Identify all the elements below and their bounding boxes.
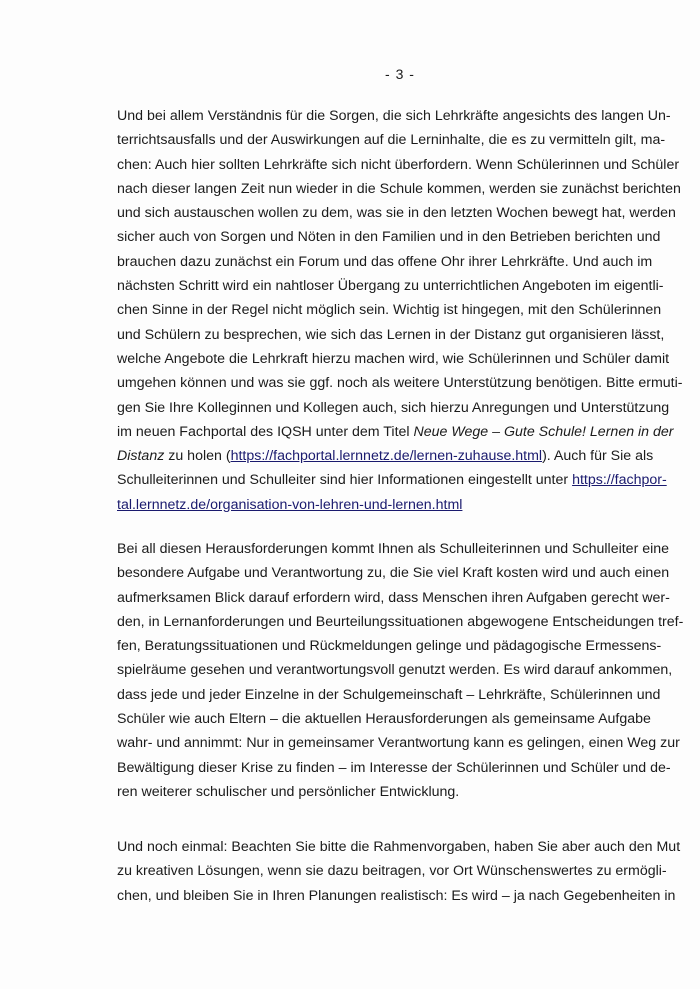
text-segment: zu holen ( — [164, 448, 231, 465]
text-line: besondere Aufgabe und Verantwortung zu, die Sie viel Kraft kosten wird und auch einen — [117, 565, 670, 582]
text-line: fen, Beratungssituationen und Rückmeldungen gelinge und pädagogische Ermessens- — [117, 638, 662, 655]
text-segment: Schulleiterinnen und Schulleiter sind hier Informationen eingestellt unter — [117, 472, 573, 489]
text-line — [117, 468, 667, 492]
text-line: dass jede und jeder Einzelne in der Schulgemeinschaft – Lehrkräfte, Schülerinnen und — [117, 686, 661, 703]
text-line: terrichtsausfalls und der Auswirkungen auf die Lerninhalte, die es zu vermitteln gilt, ma- — [117, 132, 666, 149]
text-line: chen: Auch hier sollten Lehrkräfte sich nicht überfordern. Wenn Schülerinnen und Schüler — [117, 156, 680, 173]
text-line: welche Angebote die Lehrkraft hierzu machen wird, wie Schülerinnen und Schüler damit — [117, 350, 670, 367]
text-line: chen Sinne in der Regel nicht möglich sein. Wichtig ist hingegen, mit den Schülerinnen — [117, 302, 662, 319]
text-line: chen, und bleiben Sie in Ihren Planungen realistisch: Es wird – ja nach Gegebenheiten in — [117, 887, 676, 904]
text-line: wahr- und annimmt: Nur in gemeinsamer Verantwortung kann es gelingen, einen Weg zur — [117, 735, 680, 752]
text-line: nächsten Schritt wird ein nahtloser Übergang zu unterrichtlichen Angeboten im eigentli- — [117, 278, 664, 295]
text-line: den, in Lernanforderungen und Beurteilungssituationen abgewogene Entscheidungen tref- — [117, 613, 684, 630]
text-line: Bei all diesen Herausforderungen kommt Ihnen als Schulleiterinnen und Schulleiter eine — [117, 541, 670, 557]
text-line: nach dieser langen Zeit nun wieder in die Schule kommen, werden sie zunächst berichten — [117, 180, 681, 197]
page-number: - 3 - — [385, 66, 415, 82]
text-segment: ). Auch für Sie als — [542, 448, 654, 465]
text-segment: im neuen Fachportal des IQSH unter dem Titel — [117, 423, 414, 440]
text-line: zu kreativen Lösungen, wenn sie dazu beitragen, vor Ort Wünschenswertes zu ermögli- — [117, 863, 667, 880]
text-line — [117, 444, 654, 468]
paragraph-1 — [117, 104, 683, 517]
text-line: und sich austauschen wollen zu dem, was sie in den letzten Wochen bewegt hat, werden — [117, 205, 676, 222]
organisation-link-part1[interactable]: https://fachpor- — [572, 472, 667, 489]
paragraph-3 — [117, 835, 681, 908]
organisation-link-part2[interactable]: tal.lernnetz.de/organisation-von-lehren-und-lernen.html — [117, 496, 463, 513]
lernen-zuhause-link[interactable]: https://fachportal.lernnetz.de/lernen-zuhause.html — [230, 448, 543, 465]
text-line: Und noch einmal: Beachten Sie bitte die Rahmenvorgaben, haben Sie aber auch den Mut — [117, 839, 681, 855]
text-line: umgehen können und was sie ggf. noch als weitere Unterstützung benötigen. Bitte ermuti- — [117, 375, 683, 392]
text-line: und Schülern zu besprechen, wie sich das Lernen in der Distanz gut organisieren lässt, — [117, 326, 665, 343]
text-line: sicher auch von Sorgen und Nöten in den Familien und in den Betrieben berichten und — [117, 229, 661, 246]
text-line: Schüler wie auch Eltern – die aktuellen Herausforderungen als gemeinsame Aufgabe — [117, 711, 651, 728]
text-line: gen Sie Ihre Kolleginnen und Kollegen auch, sich hierzu Anregungen und Unterstützung — [117, 399, 670, 416]
portal-title-italic-cont: Distanz — [117, 448, 165, 465]
text-line: spielräume gesehen und verantwortungsvoll genutzt werden. Es wird darauf ankommen, — [117, 662, 673, 679]
paragraph-2 — [117, 537, 684, 804]
text-line: aufmerksamen Blick darauf erfordern wird, dass Menschen ihren Aufgaben gerecht wer- — [117, 589, 670, 606]
text-line: Und bei allem Verständnis für die Sorgen, die sich Lehrkräfte angesichts des langen Un- — [117, 108, 671, 124]
text-line: Bewältigung dieser Krise zu finden – im Interesse der Schülerinnen und Schüler und de- — [117, 759, 671, 776]
text-line — [117, 493, 637, 517]
text-line: ren weiterer schulischer und persönlicher Entwicklung. — [117, 783, 460, 800]
portal-title-italic: Neue Wege – Gute Schule! Lernen in der — [413, 423, 674, 440]
text-line: brauchen dazu zunächst ein Forum und das offene Ohr ihrer Lehrkräfte. Und auch im — [117, 253, 653, 270]
text-line — [117, 420, 674, 444]
